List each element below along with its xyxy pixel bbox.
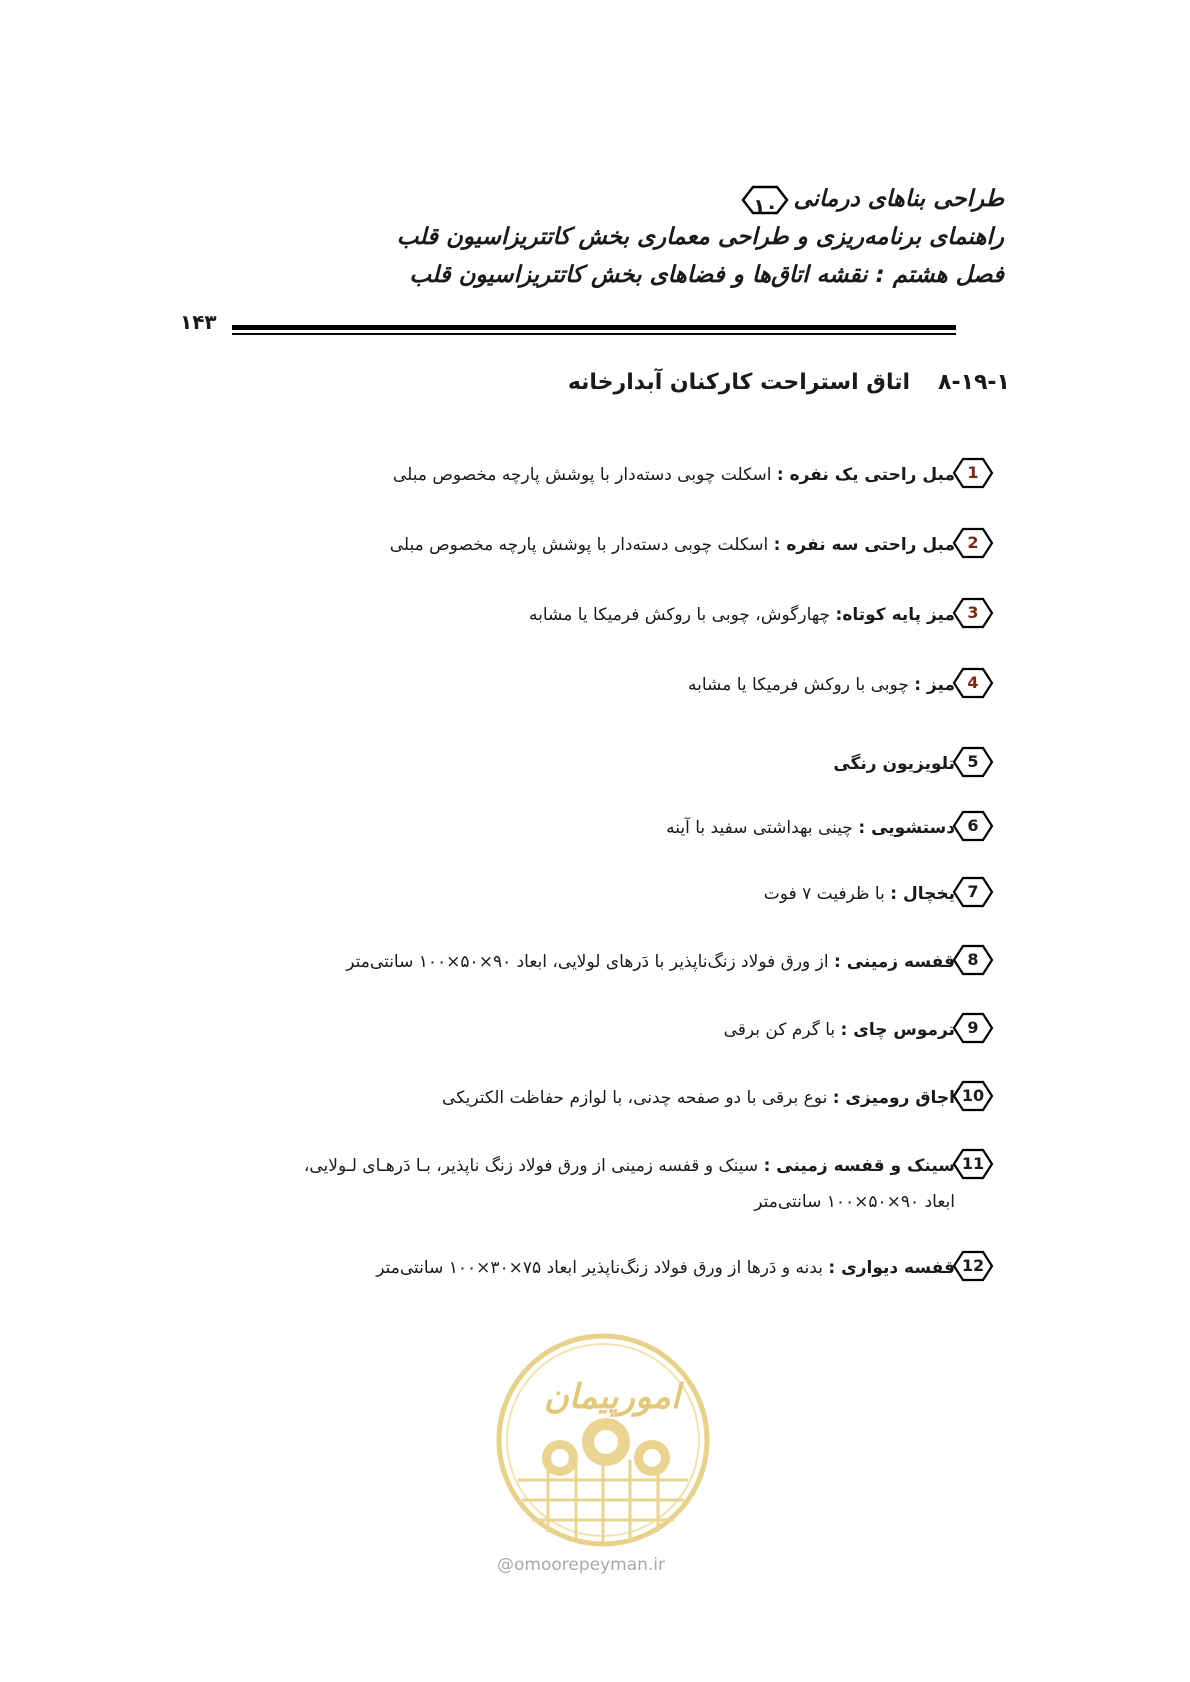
item-number-4: 4 — [967, 673, 979, 692]
item-number-badge-7 — [952, 876, 994, 908]
item-term-4: میز : — [914, 675, 955, 695]
item-number-1: 1 — [967, 463, 979, 482]
item-desc-1: اسکلت چوبی دسته‌دار با پوشش پارچه مخصوص مبلی — [392, 465, 777, 485]
item-number-badge-1 — [952, 457, 994, 489]
item-desc-10: نوع برقی با دو صفحه چدنی، با لوازم حفاظت الکتریکی — [442, 1088, 833, 1108]
item-number-badge-5 — [952, 746, 994, 778]
book-number-badge — [741, 185, 789, 218]
item-number-badge-12 — [952, 1250, 994, 1282]
item-number-9: 9 — [967, 1018, 979, 1037]
list-item-12 — [376, 1250, 955, 1286]
item-term-3: میز پایه کوتاه: — [835, 605, 955, 625]
list-item-11 — [275, 1148, 955, 1220]
header-line-book — [304, 180, 1004, 218]
item-term-11: سینک و قفسه زمینی : — [763, 1156, 955, 1176]
header-rule-thin — [232, 333, 956, 335]
item-number-5: 5 — [967, 752, 979, 771]
item-number-badge-10 — [952, 1080, 994, 1112]
list-item-7 — [764, 876, 955, 912]
list-item-8 — [346, 944, 955, 980]
item-desc-12: بدنه و دَرها از ورق فولاد زنگ‌ناپذیر ابعاد ۷۵×۳۰×۱۰۰ سانتی‌متر — [376, 1258, 829, 1278]
item-number-8: 8 — [967, 950, 979, 969]
item-desc-7: با ظرفیت ۷ فوت — [763, 884, 891, 904]
list-item-6 — [666, 810, 955, 846]
item-number-badge-9 — [952, 1012, 994, 1044]
item-desc-8: از ورق فولاد زنگ‌ناپذیر با دَرهای لولایی، ابعاد ۹۰×۵۰×۱۰۰ سانتی‌متر — [346, 952, 834, 972]
watermark-url: @omoorepeyman.ir — [497, 1555, 666, 1575]
item-desc-3: چهارگوش، چوبی با روکش فرمیکا یا مشابه — [529, 605, 836, 625]
item-desc-6: چینی بهداشتی سفید با آینه — [666, 818, 859, 838]
item-number-2: 2 — [967, 533, 979, 552]
list-item-5 — [833, 746, 955, 782]
item-number-badge-11 — [952, 1148, 994, 1180]
page-number: ۱۴۳ — [180, 310, 217, 334]
item-desc-2: اسکلت چوبی دسته‌دار با پوشش پارچه مخصوص مبلی — [389, 535, 774, 555]
item-desc-4: چوبی با روکش فرمیکا یا مشابه — [688, 675, 915, 695]
item-number-badge-2 — [952, 527, 994, 559]
list-item-4 — [688, 667, 955, 703]
item-number-6: 6 — [967, 816, 979, 835]
item-term-1: مبل راحتی یک نفره : — [776, 465, 955, 485]
item-term-9: ترموس چای : — [840, 1020, 955, 1040]
item-number-badge-3 — [952, 597, 994, 629]
watermark-logo — [488, 1320, 718, 1560]
item-number-badge-4 — [952, 667, 994, 699]
item-desc-11-line2: ابعاد ۹۰×۵۰×۱۰۰ سانتی‌متر — [754, 1192, 955, 1212]
list-item-9 — [724, 1012, 955, 1048]
item-number-12: 12 — [961, 1256, 985, 1275]
item-number-11: 11 — [961, 1154, 985, 1173]
chapter-header — [304, 180, 1004, 294]
header-line-chapter: فصل هشتم : نقشه اتاق‌ها و فضاهای بخش کاتتریزاسیون قلب — [409, 262, 1004, 288]
item-number-badge-8 — [952, 944, 994, 976]
item-term-10: اجاق رومیزی : — [832, 1088, 955, 1108]
header-line-guide: راهنمای برنامه‌ریزی و طراحی معماری بخش کاتتریزاسیون قلب — [396, 224, 1004, 250]
item-number-7: 7 — [967, 882, 979, 901]
book-title: طراحی بناهای درمانی — [793, 186, 1004, 212]
section-number: ۸-۱۹-۱ — [938, 370, 1010, 395]
item-term-12: قفسه دیواری : — [828, 1258, 955, 1278]
list-item-10 — [442, 1080, 955, 1116]
section-title — [568, 370, 1010, 395]
book-number: ۱۰ — [753, 193, 778, 218]
item-number-10: 10 — [961, 1086, 985, 1105]
item-term-5: تلویزیون رنگی — [833, 754, 955, 774]
item-term-7: یخچال : — [890, 884, 955, 904]
item-term-6: دستشویی : — [858, 818, 955, 838]
list-item-1 — [393, 457, 955, 493]
item-number-badge-6 — [952, 810, 994, 842]
item-desc-9: با گرم کن برقی — [723, 1020, 841, 1040]
list-item-3 — [529, 597, 955, 633]
item-number-3: 3 — [967, 603, 979, 622]
item-term-2: مبل راحتی سه نفره : — [773, 535, 955, 555]
watermark-logo-text: امورپیمان — [543, 1377, 681, 1417]
section-title-text: اتاق استراحت کارکنان آبدارخانه — [567, 370, 911, 395]
list-item-2 — [390, 527, 955, 563]
item-desc-11: سینک و قفسه زمینی از ورق فولاد زنگ ناپذیر، بـا دَرهـای لـولایی، — [303, 1156, 764, 1176]
item-term-8: قفسه زمینی : — [833, 952, 955, 972]
header-rule-thick — [232, 325, 956, 330]
